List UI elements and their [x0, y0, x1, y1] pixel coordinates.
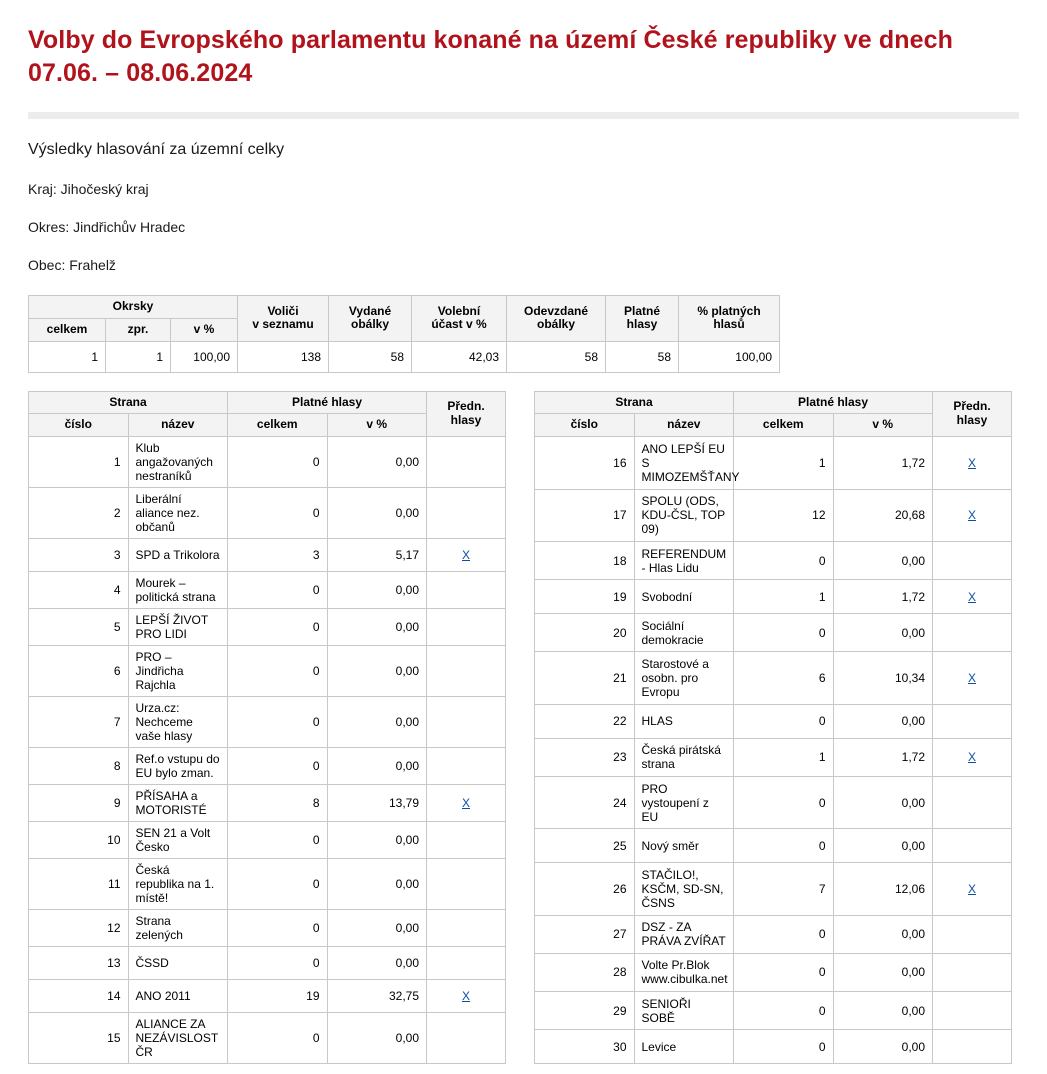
parties-header-predn-hlasy: Předn. hlasy: [933, 391, 1012, 437]
parties-header-cislo: číslo: [535, 414, 635, 437]
summary-header-volici: Voliči v seznamu: [238, 296, 329, 342]
table-row: [535, 863, 1012, 916]
table-row: [535, 829, 1012, 863]
table-row: [29, 748, 506, 785]
party-votes-percent: 5,17: [327, 539, 427, 572]
preferential-votes-cell[interactable]: [427, 980, 506, 1013]
party-number: 4: [29, 572, 129, 609]
party-number: 28: [535, 953, 635, 991]
party-votes-total: 0: [228, 1013, 328, 1064]
summary-value-ucast: 42,03: [412, 341, 507, 372]
party-name: SPOLU (ODS, KDU-ČSL, TOP 09): [634, 489, 734, 542]
preferential-votes-link[interactable]: X: [967, 671, 976, 686]
party-votes-percent: 20,68: [833, 489, 933, 542]
party-number: 21: [535, 652, 635, 705]
party-results-table-left: [28, 391, 506, 1065]
preferential-votes-cell: [427, 697, 506, 748]
party-votes-percent: 0,00: [327, 609, 427, 646]
party-name: Česká pirátská strana: [634, 738, 734, 776]
party-number: 16: [535, 437, 635, 490]
table-row: [535, 1030, 1012, 1064]
preferential-votes-cell[interactable]: [933, 437, 1012, 490]
party-name: ČSSD: [128, 947, 228, 980]
table-row: [535, 542, 1012, 580]
parties-header-strana: Strana: [535, 391, 734, 414]
summary-value-platne: 58: [606, 341, 679, 372]
preferential-votes-cell[interactable]: [427, 539, 506, 572]
parties-header-cislo: číslo: [29, 414, 129, 437]
party-number: 15: [29, 1013, 129, 1064]
parties-header-platne-hlasy: Platné hlasy: [734, 391, 933, 414]
table-row: [29, 910, 506, 947]
parties-header-nazev: název: [634, 414, 734, 437]
party-votes-percent: 1,72: [833, 738, 933, 776]
preferential-votes-cell[interactable]: [933, 863, 1012, 916]
party-votes-percent: 0,00: [833, 953, 933, 991]
summary-header-platne: Platné hlasy: [606, 296, 679, 342]
table-row: [535, 953, 1012, 991]
party-votes-percent: 0,00: [833, 915, 933, 953]
party-votes-percent: 0,00: [327, 437, 427, 488]
turnout-summary-table: [28, 295, 780, 373]
party-votes-percent: 0,00: [833, 542, 933, 580]
district-label: Okres: Jindřichův Hradec: [28, 219, 186, 235]
party-votes-percent: 0,00: [833, 991, 933, 1029]
party-votes-total: 1: [734, 738, 834, 776]
party-votes-total: 0: [734, 614, 834, 652]
summary-table-body: [29, 341, 780, 372]
party-name: Česká republika na 1. místě!: [128, 859, 228, 910]
party-votes-percent: 12,06: [833, 863, 933, 916]
parties-left-head: [29, 391, 506, 437]
party-number: 9: [29, 785, 129, 822]
party-votes-total: 1: [734, 437, 834, 490]
table-row: [29, 437, 506, 488]
party-votes-percent: 0,00: [833, 614, 933, 652]
preferential-votes-cell: [427, 1013, 506, 1064]
summary-value-odevzdane: 58: [507, 341, 606, 372]
summary-header-row-1: [29, 296, 780, 319]
table-row: [29, 488, 506, 539]
party-votes-total: 0: [228, 859, 328, 910]
party-number: 2: [29, 488, 129, 539]
party-name: ANO LEPŠÍ EU S MIMOZEMŠŤANY: [634, 437, 734, 490]
preferential-votes-cell: [427, 609, 506, 646]
party-votes-total: 0: [734, 991, 834, 1029]
parties-header-platne-hlasy: Platné hlasy: [228, 391, 427, 414]
summary-header-vydane: Vydané obálky: [329, 296, 412, 342]
table-row: [29, 609, 506, 646]
preferential-votes-cell: [933, 1030, 1012, 1064]
table-row: [29, 341, 780, 372]
preferential-votes-cell: [427, 748, 506, 785]
party-number: 6: [29, 646, 129, 697]
summary-value-okrsky-pct: 100,00: [171, 341, 238, 372]
summary-table-wrapper: [28, 295, 1019, 373]
summary-value-vydane: 58: [329, 341, 412, 372]
party-votes-percent: 0,00: [327, 947, 427, 980]
party-number: 5: [29, 609, 129, 646]
party-votes-total: 0: [228, 697, 328, 748]
party-name: LEPŠÍ ŽIVOT PRO LIDI: [128, 609, 228, 646]
summary-header-ucast: Volební účast v %: [412, 296, 507, 342]
party-votes-percent: 0,00: [327, 859, 427, 910]
preferential-votes-cell[interactable]: [933, 738, 1012, 776]
party-votes-percent: 0,00: [833, 776, 933, 829]
preferential-votes-cell[interactable]: [933, 489, 1012, 542]
party-votes-percent: 0,00: [833, 1030, 933, 1064]
party-number: 13: [29, 947, 129, 980]
party-votes-percent: 0,00: [327, 646, 427, 697]
party-number: 29: [535, 991, 635, 1029]
party-votes-percent: 0,00: [327, 910, 427, 947]
party-votes-percent: 1,72: [833, 580, 933, 614]
party-name: Strana zelených: [128, 910, 228, 947]
table-row: [535, 437, 1012, 490]
party-votes-percent: 0,00: [833, 704, 933, 738]
summary-header-okrsky-zpr: zpr.: [106, 318, 171, 341]
preferential-votes-link[interactable]: X: [967, 750, 976, 765]
party-votes-percent: 0,00: [327, 748, 427, 785]
party-votes-total: 0: [228, 748, 328, 785]
preferential-votes-cell: [933, 829, 1012, 863]
party-name: PRO – Jindřicha Rajchla: [128, 646, 228, 697]
party-votes-total: 0: [228, 646, 328, 697]
party-votes-total: 0: [228, 947, 328, 980]
summary-header-okrsky-pct: v %: [171, 318, 238, 341]
table-row: [535, 738, 1012, 776]
party-name: Starostové a osobn. pro Evropu: [634, 652, 734, 705]
preferential-votes-cell[interactable]: [427, 785, 506, 822]
region-label: Kraj: Jihočeský kraj: [28, 181, 149, 197]
party-votes-percent: 0,00: [833, 829, 933, 863]
party-name: Ref.o vstupu do EU bylo zman.: [128, 748, 228, 785]
party-votes-total: 0: [228, 437, 328, 488]
summary-table-head: [29, 296, 780, 342]
party-number: 17: [535, 489, 635, 542]
party-number: 20: [535, 614, 635, 652]
preferential-votes-link[interactable]: X: [967, 508, 976, 523]
party-votes-total: 0: [228, 609, 328, 646]
party-votes-total: 0: [228, 822, 328, 859]
preferential-votes-cell: [427, 488, 506, 539]
summary-header-okrsky: Okrsky: [29, 296, 238, 319]
preferential-votes-cell[interactable]: [933, 580, 1012, 614]
party-votes-percent: 0,00: [327, 822, 427, 859]
party-number: 23: [535, 738, 635, 776]
party-number: 14: [29, 980, 129, 1013]
party-votes-total: 0: [734, 829, 834, 863]
party-name: PRO vystoupení z EU: [634, 776, 734, 829]
party-name: Nový směr: [634, 829, 734, 863]
party-number: 12: [29, 910, 129, 947]
party-name: SEN 21 a Volt Česko: [128, 822, 228, 859]
summary-value-okrsky-zpr: 1: [106, 341, 171, 372]
party-votes-total: 3: [228, 539, 328, 572]
party-votes-total: 0: [734, 953, 834, 991]
table-row: [535, 489, 1012, 542]
party-number: 8: [29, 748, 129, 785]
party-name: Urza.cz: Nechceme vaše hlasy: [128, 697, 228, 748]
party-number: 18: [535, 542, 635, 580]
party-votes-total: 0: [228, 910, 328, 947]
table-row: [29, 980, 506, 1013]
party-name: ALIANCE ZA NEZÁVISLOST ČR: [128, 1013, 228, 1064]
parties-header-nazev: název: [128, 414, 228, 437]
parties-header-vpct: v %: [327, 414, 427, 437]
preferential-votes-cell: [933, 776, 1012, 829]
party-name: Levice: [634, 1030, 734, 1064]
title-divider: [28, 112, 1019, 119]
preferential-votes-link[interactable]: X: [461, 548, 470, 563]
party-number: 24: [535, 776, 635, 829]
party-name: DSZ - ZA PRÁVA ZVÍŘAT: [634, 915, 734, 953]
party-name: Liberální aliance nez. občanů: [128, 488, 228, 539]
preferential-votes-cell: [427, 910, 506, 947]
parties-header-strana: Strana: [29, 391, 228, 414]
preferential-votes-cell: [933, 915, 1012, 953]
party-votes-total: 8: [228, 785, 328, 822]
table-row: [29, 947, 506, 980]
municipality-label: Obec: Frahelž: [28, 257, 116, 273]
party-votes-total: 1: [734, 580, 834, 614]
party-votes-percent: 0,00: [327, 1013, 427, 1064]
party-number: 1: [29, 437, 129, 488]
parties-header-celkem: celkem: [228, 414, 328, 437]
party-name: HLAS: [634, 704, 734, 738]
preferential-votes-cell: [427, 646, 506, 697]
preferential-votes-cell[interactable]: [933, 652, 1012, 705]
party-votes-total: 12: [734, 489, 834, 542]
parties-header-vpct: v %: [833, 414, 933, 437]
party-votes-total: 0: [734, 542, 834, 580]
preferential-votes-cell: [427, 822, 506, 859]
party-number: 3: [29, 539, 129, 572]
preferential-votes-cell: [427, 859, 506, 910]
table-row: [535, 614, 1012, 652]
preferential-votes-cell: [933, 991, 1012, 1029]
party-votes-percent: 0,00: [327, 572, 427, 609]
party-name: Volte Pr.Blok www.cibulka.net: [634, 953, 734, 991]
party-results-columns: [28, 391, 1019, 1065]
table-row: [29, 646, 506, 697]
party-votes-total: 7: [734, 863, 834, 916]
party-votes-percent: 32,75: [327, 980, 427, 1013]
party-name: PŘÍSAHA a MOTORISTÉ: [128, 785, 228, 822]
summary-value-volici: 138: [238, 341, 329, 372]
preferential-votes-cell: [427, 572, 506, 609]
party-votes-total: 0: [734, 776, 834, 829]
preferential-votes-link[interactable]: X: [461, 989, 470, 1004]
table-row: [29, 697, 506, 748]
table-row: [535, 580, 1012, 614]
parties-right-head: [535, 391, 1012, 437]
table-row: [535, 776, 1012, 829]
party-votes-total: 19: [228, 980, 328, 1013]
party-name: SENIOŘI SOBĚ: [634, 991, 734, 1029]
party-votes-percent: 1,72: [833, 437, 933, 490]
preferential-votes-cell: [427, 947, 506, 980]
party-votes-percent: 13,79: [327, 785, 427, 822]
party-votes-total: 0: [734, 915, 834, 953]
table-row: [535, 652, 1012, 705]
party-number: 11: [29, 859, 129, 910]
preferential-votes-cell: [933, 614, 1012, 652]
preferential-votes-link[interactable]: X: [967, 882, 976, 897]
summary-header-pct-platnych: % platných hlasů: [679, 296, 780, 342]
party-name: Mourek – politická strana: [128, 572, 228, 609]
table-row: [535, 991, 1012, 1029]
parties-left-body: [29, 437, 506, 1064]
summary-header-odevzdane: Odevzdané obálky: [507, 296, 606, 342]
preferential-votes-cell: [933, 542, 1012, 580]
party-number: 19: [535, 580, 635, 614]
party-number: 25: [535, 829, 635, 863]
party-results-table-right: [534, 391, 1012, 1065]
party-name: REFERENDUM - Hlas Lidu: [634, 542, 734, 580]
table-row: [29, 572, 506, 609]
parties-header-predn-hlasy: Předn. hlasy: [427, 391, 506, 437]
party-votes-percent: 0,00: [327, 697, 427, 748]
summary-value-okrsky-celkem: 1: [29, 341, 106, 372]
preferential-votes-link[interactable]: X: [967, 455, 976, 470]
table-row: [29, 859, 506, 910]
table-row: [535, 915, 1012, 953]
party-name: STAČILO!, KSČM, SD-SN, ČSNS: [634, 863, 734, 916]
party-number: 26: [535, 863, 635, 916]
preferential-votes-link[interactable]: X: [461, 796, 470, 811]
party-votes-total: 0: [228, 488, 328, 539]
party-votes-percent: 0,00: [327, 488, 427, 539]
party-votes-total: 6: [734, 652, 834, 705]
party-name: ANO 2011: [128, 980, 228, 1013]
party-votes-percent: 10,34: [833, 652, 933, 705]
parties-left-header-row-1: [29, 391, 506, 414]
table-row: [29, 1013, 506, 1064]
preferential-votes-cell: [933, 704, 1012, 738]
preferential-votes-link[interactable]: X: [967, 589, 976, 604]
preferential-votes-cell: [933, 953, 1012, 991]
party-name: Svobodní: [634, 580, 734, 614]
table-row: [29, 785, 506, 822]
party-votes-total: 0: [734, 1030, 834, 1064]
page-title: Volby do Evropského parlamentu konané na území České republiky ve dnech 07.06. – 08.06.2024: [28, 26, 953, 87]
preferential-votes-cell: [427, 437, 506, 488]
table-row: [535, 704, 1012, 738]
parties-right-body: [535, 437, 1012, 1064]
party-number: 22: [535, 704, 635, 738]
party-votes-total: 0: [734, 704, 834, 738]
table-row: [29, 822, 506, 859]
party-name: Klub angažovaných nestraníků: [128, 437, 228, 488]
section-subtitle: Výsledky hlasování za územní celky: [28, 141, 285, 158]
party-name: Sociální demokracie: [634, 614, 734, 652]
party-number: 7: [29, 697, 129, 748]
table-row: [29, 539, 506, 572]
party-number: 27: [535, 915, 635, 953]
parties-header-celkem: celkem: [734, 414, 834, 437]
party-number: 10: [29, 822, 129, 859]
party-name: SPD a Trikolora: [128, 539, 228, 572]
parties-right-header-row-1: [535, 391, 1012, 414]
summary-header-okrsky-celkem: celkem: [29, 318, 106, 341]
party-number: 30: [535, 1030, 635, 1064]
summary-value-pct-platnych: 100,00: [679, 341, 780, 372]
party-votes-total: 0: [228, 572, 328, 609]
